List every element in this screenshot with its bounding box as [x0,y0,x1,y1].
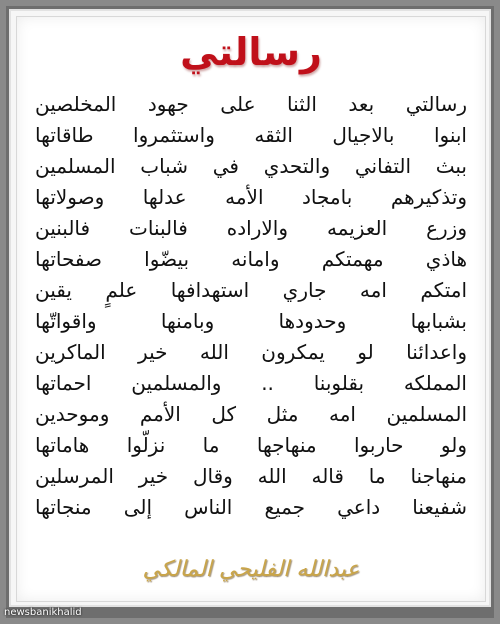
poem-title: رسالتي [180,30,322,74]
verse-line: شفيعنا داعي جميع الناس إلى منجاتها [35,495,467,519]
verse-line: هاذي مهمتكم وامانه بيضّوا صفحاتها [35,247,467,271]
verse-line: منهاجنا ما قاله الله وقال خير المرسلين [35,464,467,488]
verse-line: وتذكيرهم بامجاد الأمه عدلها وصولاتها [35,185,467,209]
verse-line: ولو حاربوا منهاجها ما نزلّوا هاماتها [35,433,467,457]
verse-line: ابنوا بالاجيال الثقه واستثمروا طاقاتها [35,123,467,147]
author-signature: عبدالله الفليحي المالكي [142,557,360,582]
verse-line: رسالتي بعد الثنا على جهود المخلصين [35,92,467,116]
verse-line: المملكه بقلوبنا .. والمسلمين احماتها [35,371,467,395]
verse-line: ببث التفاني والتحدي في شباب المسلمين [35,154,467,178]
verse-line: واعدائنا لو يمكرون الله خير الماكرين [35,340,467,364]
verse-line: وزرع العزيمه والاراده فالبنات فالبنين [35,216,467,240]
verse-line: المسلمين امه مثل كل الأمم وموحدين [35,402,467,426]
poem-card [16,16,486,602]
verse-line: امتكم امه جاري استهدافها علمٍ يقين [35,278,467,302]
watermark: newsbanikhalid [4,607,82,618]
verse-line: بشبابها وحدودها وبامنها واقواتّها [35,309,467,333]
poem-verses [35,89,467,523]
